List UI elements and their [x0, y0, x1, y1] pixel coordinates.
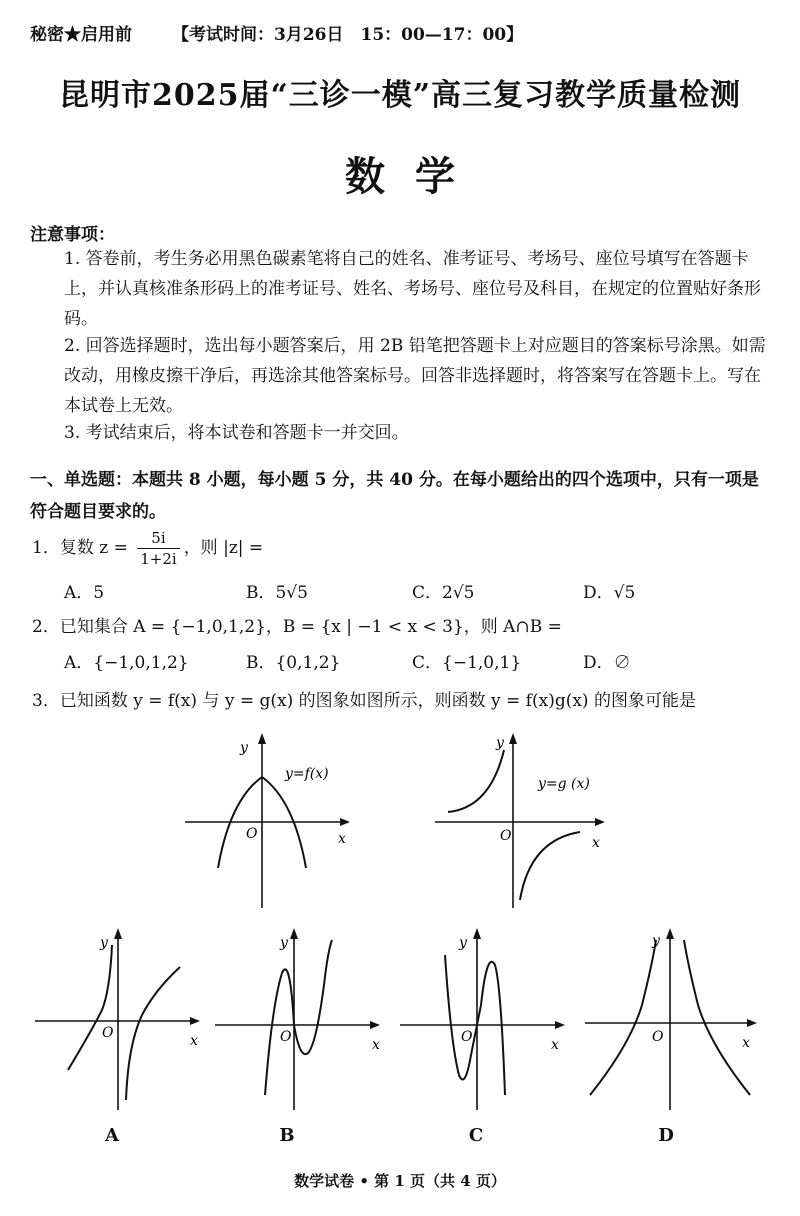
- q2-option-d: D．∅: [583, 653, 631, 673]
- curve-left: [590, 940, 656, 1095]
- section-1-heading: 一、单选题：本题共 8 小题，每小题 5 分，共 40 分。在每小题给出的四个选项中，只有一项是符合题目要求的。: [30, 470, 759, 522]
- exam-title: 昆明市2025届“三诊一模”高三复习教学质量检测: [58, 78, 741, 113]
- y-axis-label: y: [459, 935, 467, 951]
- question-1: [32, 528, 263, 569]
- x-axis-label: x: [372, 1037, 380, 1053]
- y-axis-label: y: [652, 933, 660, 949]
- q1-suffix: ，则 |z| =: [183, 538, 264, 558]
- q2-option-c: C．{−1,0,1}: [412, 653, 522, 673]
- y-axis-arrow: [258, 733, 266, 744]
- notice-item-2: 2. 回答选择题时，选出每小题答案后，用 2B 铅笔把答题卡上对应题目的答案标号涂黑。如需改动，用橡皮擦干净后，再选涂其他答案标号。回答非选择题时，将答案写在答题卡上。写在本试卷上无效。: [64, 336, 766, 416]
- f-label: y=f(x): [285, 766, 329, 782]
- q1-numerator: 5i: [137, 528, 179, 549]
- y-axis-label: y: [240, 740, 248, 756]
- curve: [265, 940, 332, 1095]
- q2-option-a: A．{−1,0,1,2}: [64, 653, 189, 673]
- notice-item-3: 3. 考试结束后，将本试卷和答题卡一并交回。: [64, 423, 409, 443]
- q3-option-d-graph: [580, 925, 770, 1115]
- question-3: 3．已知函数 y = f(x) 与 y = g(x) 的图象如图所示，则函数 y = f(x)g(x) 的图象可能是: [32, 691, 696, 711]
- curve-right: [126, 967, 180, 1100]
- exam-header: [30, 20, 523, 45]
- q1-denominator: 1+2i: [140, 550, 177, 568]
- x-axis-label: x: [551, 1037, 559, 1053]
- q3-option-c-label: C: [468, 1125, 484, 1146]
- y-axis-label: y: [100, 935, 108, 951]
- curve-right: [684, 940, 750, 1095]
- y-axis-arrow: [666, 928, 674, 939]
- origin-label: O: [461, 1029, 473, 1045]
- q2-option-b: B．{0,1,2}: [246, 653, 341, 673]
- x-axis-arrow: [340, 818, 350, 826]
- origin-label: O: [280, 1029, 292, 1045]
- g-label: y=g (x): [538, 776, 590, 792]
- question-2: 2．已知集合 A = {−1,0,1,2}，B = {x | −1 < x < 3}，则 A∩B =: [32, 617, 562, 637]
- q1-option-b: B．5√5: [246, 583, 308, 603]
- x-axis-arrow: [747, 1019, 757, 1027]
- q3-option-c-graph: [395, 925, 575, 1115]
- x-axis-arrow: [370, 1021, 380, 1029]
- g-curve-left: [448, 750, 504, 812]
- q1-fraction: [137, 528, 179, 569]
- origin-label: O: [246, 826, 258, 842]
- q3-option-b-graph: [210, 925, 390, 1115]
- x-axis-arrow: [595, 818, 605, 826]
- q3-option-a-label: A: [105, 1125, 119, 1146]
- q3-option-a-graph: [30, 925, 210, 1115]
- page-footer: 数学试卷 • 第 1 页（共 4 页）: [294, 1172, 506, 1190]
- y-axis-label: y: [280, 935, 288, 951]
- exam-time: 【考试时间：3月26日 15：00—17：00】: [172, 25, 524, 45]
- graph-g: [430, 730, 615, 910]
- q3-option-b-label: B: [279, 1125, 295, 1146]
- y-axis-arrow: [290, 928, 298, 939]
- x-axis-arrow: [190, 1017, 200, 1025]
- g-curve-right: [520, 832, 580, 900]
- y-axis-arrow: [473, 928, 481, 939]
- origin-label: O: [500, 828, 512, 844]
- q1-option-a: A．5: [64, 583, 105, 603]
- x-axis-label: x: [190, 1033, 198, 1049]
- origin-label: O: [102, 1025, 114, 1041]
- x-axis-label: x: [742, 1035, 750, 1051]
- q1-option-d: D．√5: [583, 583, 636, 603]
- curve-left: [68, 945, 112, 1070]
- q1-prefix: 1．复数 z =: [32, 538, 134, 558]
- subject-title: 数学: [345, 153, 485, 200]
- origin-label: O: [652, 1029, 664, 1045]
- y-axis-arrow: [509, 733, 517, 744]
- graph-f: [180, 730, 360, 910]
- q3-option-d-label: D: [658, 1125, 674, 1146]
- notice-item-1: 1. 答卷前，考生务必用黑色碳素笔将自己的姓名、准考证号、考场号、座位号填写在答题卡上，并认真核准条形码上的准考证号、姓名、考场号、座位号及科目，在规定的位置贴好条形码。: [64, 249, 761, 329]
- y-axis-label: y: [496, 735, 504, 751]
- x-axis-label: x: [338, 831, 346, 847]
- confidential-mark: 秘密★启用前: [30, 25, 132, 45]
- x-axis-label: x: [592, 835, 600, 851]
- y-axis-arrow: [114, 928, 122, 939]
- q1-option-c: C．2√5: [412, 583, 475, 603]
- x-axis-arrow: [555, 1021, 565, 1029]
- notice-heading: 注意事项：: [30, 225, 115, 245]
